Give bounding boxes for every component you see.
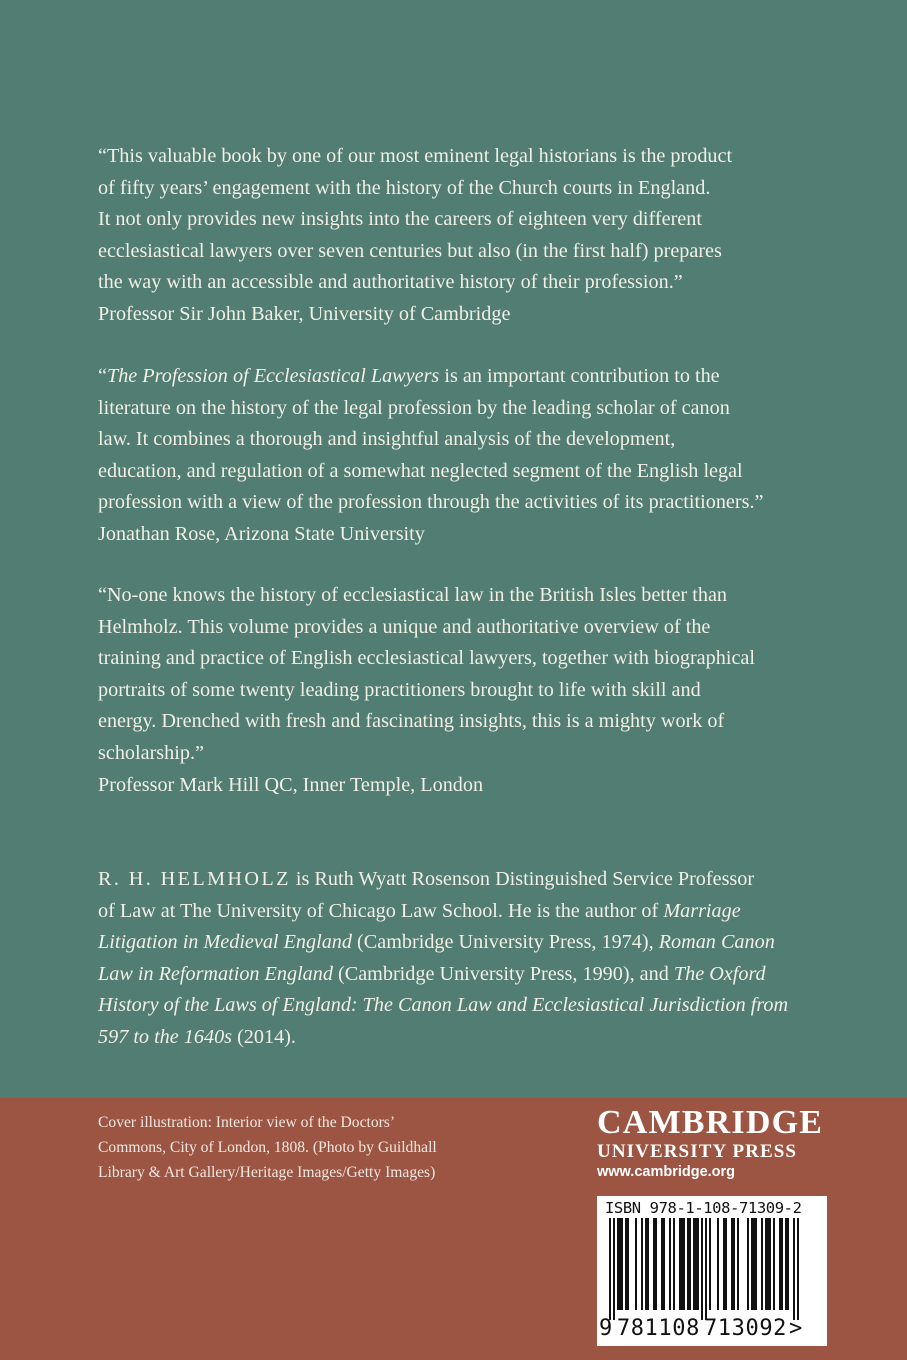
barcode-bar (753, 1218, 755, 1310)
quote-line: training and practice of English ecclesiastical lawyers, together with biographical (98, 647, 755, 670)
barcode-bar (717, 1218, 719, 1310)
barcode-bar (733, 1218, 735, 1310)
bio-text: of Law at The University of Chicago Law School. He is the author of (98, 899, 664, 922)
barcode-bar (697, 1218, 699, 1310)
barcode-bar (785, 1218, 787, 1310)
quote-line: Helmholz. This volume provides a unique and authoritative overview of the (98, 615, 711, 638)
publisher-press: UNIVERSITY PRESS (597, 1141, 798, 1162)
barcode-bar (787, 1218, 789, 1310)
quote-line: profession with a view of the profession through the activities of its practitioners.” (98, 491, 764, 514)
quote-line: portraits of some twenty leading practitioners brought to life with skill and (98, 678, 701, 701)
barcode-bar (619, 1218, 621, 1310)
bio-line (98, 896, 838, 928)
bio-text: (2014). (232, 1025, 296, 1048)
barcode-bar (693, 1218, 695, 1310)
isbn-barcode (597, 1196, 827, 1346)
barcode-bar (761, 1218, 763, 1310)
quote-line: ecclesiastical lawyers over seven centuries but also (in the first half) prepares (98, 239, 722, 262)
bio-line (98, 927, 838, 959)
barcode-bar (781, 1218, 783, 1310)
quote-line: the way with an accessible and authoritative history of their profession.” (98, 271, 683, 294)
author-bio (98, 864, 838, 1054)
quote-line: education, and regulation of a somewhat neglected segment of the English legal (98, 459, 743, 482)
barcode-bar (625, 1218, 627, 1310)
barcode-bar (645, 1218, 647, 1310)
barcode-bar (627, 1218, 629, 1310)
quote-line: energy. Drenched with fresh and fascinating insights, this is a mighty work of (98, 710, 725, 733)
barcode-bar (679, 1218, 681, 1310)
barcode-bar (683, 1218, 685, 1310)
cover-illustration-credit (98, 1111, 437, 1185)
barcode-bar (751, 1218, 753, 1310)
book-title: Litigation in Medieval England (98, 931, 352, 954)
barcode-bar (661, 1218, 663, 1310)
barcode-bar (663, 1218, 665, 1310)
credit-line: Library & Art Gallery/Heritage Images/Getty Images) (98, 1163, 436, 1181)
book-title: History of the Laws of England: The Canon Law and Ecclesiastical Jurisdiction from (98, 994, 789, 1017)
barcode-bar (705, 1218, 707, 1320)
barcode-bar (621, 1218, 623, 1310)
barcode-bar (701, 1218, 703, 1320)
ean-right-digits: 713092 (703, 1316, 788, 1341)
barcode-bar (767, 1218, 769, 1310)
quote-line: of fifty years’ engagement with the history of the Church courts in England. (98, 176, 711, 199)
barcode-bar (737, 1218, 739, 1310)
barcode-bar (731, 1218, 733, 1310)
barcode-bar (773, 1218, 775, 1310)
publisher-name: CAMBRIDGE (597, 1104, 824, 1141)
bio-line (98, 1022, 838, 1054)
isbn-text: ISBN 978-1-108-71309-2 (605, 1199, 802, 1217)
barcode-bar (681, 1218, 683, 1310)
quote-line: literature on the history of the legal profession by the leading scholar of canon (98, 396, 730, 419)
ean-left-digits: 781108 (616, 1316, 700, 1341)
barcode-bar (617, 1218, 619, 1310)
bio-line (98, 990, 838, 1022)
barcode-bar (655, 1218, 657, 1310)
barcode-bar (653, 1218, 655, 1310)
barcode-bar (769, 1218, 771, 1310)
book-title: Law in Reformation England (98, 962, 333, 985)
quote-line: law. It combines a thorough and insightful analysis of the development, (98, 428, 676, 451)
book-title: Marriage (663, 899, 741, 922)
quote-line: It not only provides new insights into the careers of eighteen very different (98, 208, 702, 231)
barcode-bar (647, 1218, 649, 1310)
book-title: 597 to the 1640s (98, 1025, 233, 1048)
quote-attribution: Jonathan Rose, Arizona State University (98, 522, 425, 545)
quote-line: “No-one knows the history of ecclesiastical law in the British Isles better than (98, 584, 728, 606)
barcode-bar (669, 1218, 671, 1310)
barcode-bar (709, 1218, 711, 1310)
author-name: R. H. HELMHOLZ (98, 868, 291, 890)
quote-line: “This valuable book by one of our most eminent legal historians is the product (98, 145, 733, 167)
quote-attribution: Professor Sir John Baker, University of Cambridge (98, 302, 511, 325)
barcode-bar (673, 1218, 675, 1310)
barcode-bar (793, 1218, 795, 1320)
barcode-bar (635, 1218, 637, 1310)
barcode-bars (603, 1218, 803, 1322)
barcode-bar (765, 1218, 767, 1310)
credit-line: Commons, City of London, 1808. (Photo by Guildhall (98, 1138, 437, 1156)
bio-text: (Cambridge University Press, 1974), (352, 931, 659, 954)
quote-line: scholarship.” (98, 741, 204, 764)
barcode-bar (695, 1218, 697, 1310)
bio-line (98, 959, 838, 991)
book-title: The Profession of Ecclesiastical Lawyers (106, 365, 440, 387)
barcode-bar (641, 1218, 643, 1310)
quote-line (98, 361, 838, 393)
barcode-bar (779, 1218, 781, 1310)
credit-line: Cover illustration: Interior view of the Doctors’ (98, 1114, 396, 1131)
bio-text: (Cambridge University Press, 1990), and (332, 962, 674, 985)
barcode-bar (687, 1218, 689, 1310)
barcode-bar (755, 1218, 757, 1310)
bio-line (98, 864, 838, 896)
endorsement-quote-2 (98, 361, 838, 551)
barcode-bar (797, 1218, 799, 1320)
bio-text: is Ruth Wyatt Rosenson Distinguished Service Professor (290, 868, 755, 890)
ean-digits (599, 1316, 803, 1341)
endorsement-quote-3 (98, 580, 838, 801)
barcode-bar (613, 1218, 615, 1320)
book-title: The Oxford (673, 962, 766, 985)
ean-first-digit: 9 (599, 1316, 613, 1341)
barcode-bar (725, 1218, 727, 1310)
barcode-bar (689, 1218, 691, 1310)
publisher-url: www.cambridge.org (597, 1164, 736, 1180)
barcode-bar (609, 1218, 611, 1320)
barcode-bar (723, 1218, 725, 1310)
open-quote-mark: “ (98, 365, 107, 387)
quote-line-rest: is an important contribution to the (439, 365, 720, 387)
barcode-bar (747, 1218, 749, 1310)
publisher-logo (597, 1104, 825, 1182)
book-title: Roman Canon (658, 931, 775, 954)
endorsement-quote-1 (98, 141, 838, 331)
ean-arrow: > (789, 1316, 803, 1341)
quote-attribution: Professor Mark Hill QC, Inner Temple, London (98, 773, 484, 796)
